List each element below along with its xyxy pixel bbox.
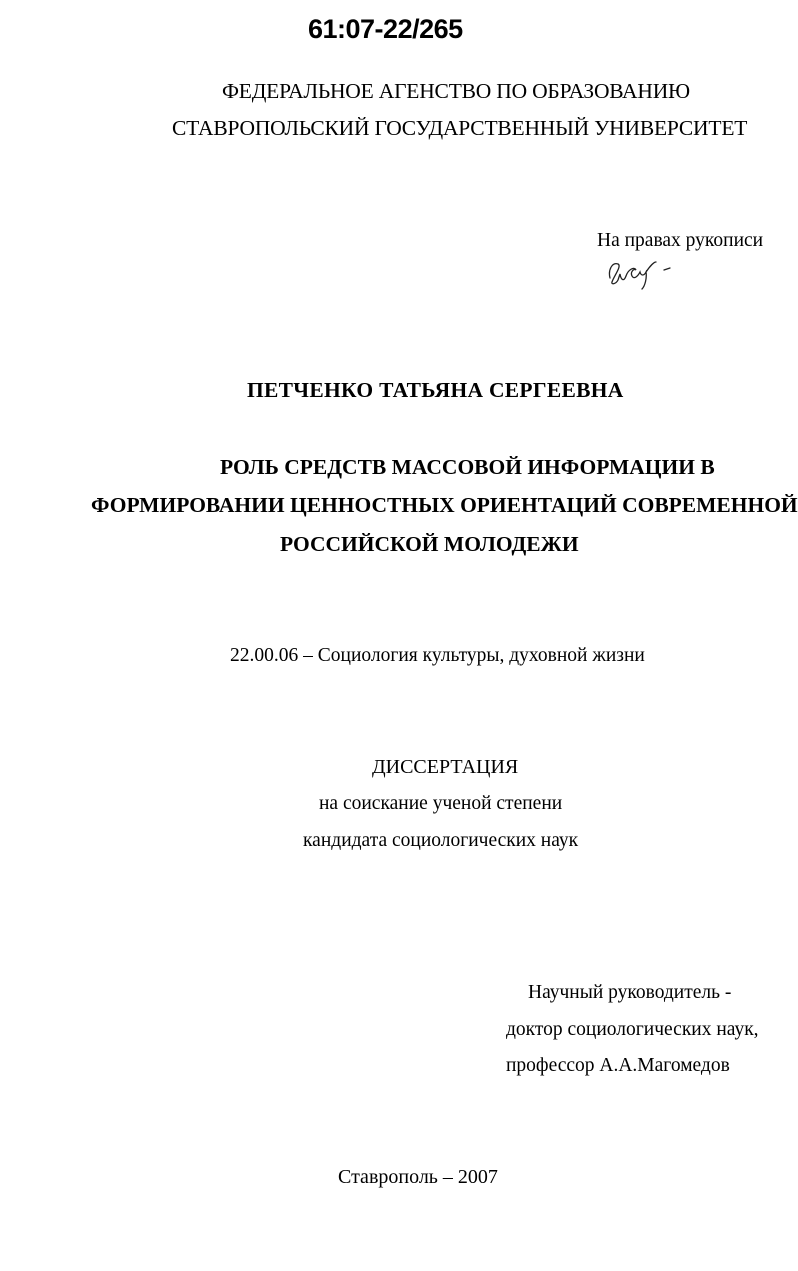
author-name: ПЕТЧЕНКО ТАТЬЯНА СЕРГЕЕВНА [247, 378, 624, 402]
supervisor-line-3: профессор А.А.Магомедов [506, 1055, 730, 1076]
handwritten-signature [604, 256, 674, 295]
manuscript-note: На правах рукописи [597, 230, 764, 251]
place-and-year: Ставрополь – 2007 [338, 1166, 498, 1188]
degree-line-2: кандидата социологических наук [303, 830, 579, 851]
specialty-code: 22.00.06 – Социология культуры, духовной жизни [230, 645, 645, 666]
dissertation-title-line-1: РОЛЬ СРЕДСТВ МАССОВОЙ ИНФОРМАЦИИ В [220, 455, 715, 479]
organization-line-1: ФЕДЕРАЛЬНОЕ АГЕНСТВО ПО ОБРАЗОВАНИЮ [222, 79, 690, 103]
supervisor-line-2: доктор социологических наук, [506, 1019, 759, 1040]
organization-line-2: СТАВРОПОЛЬСКИЙ ГОСУДАРСТВЕННЫЙ УНИВЕРСИТЕТ [172, 116, 748, 140]
dissertation-title-line-2: ФОРМИРОВАНИИ ЦЕННОСТНЫХ ОРИЕНТАЦИЙ СОВРЕМЕННОЙ [91, 493, 798, 517]
degree-line-1: на соискание ученой степени [319, 793, 563, 814]
signature-drawing [604, 256, 674, 290]
work-type: ДИССЕРТАЦИЯ [372, 756, 519, 778]
supervisor-line-1: Научный руководитель - [528, 982, 732, 1003]
archive-code: 61:07-22/265 [308, 14, 463, 44]
dissertation-title-line-3: РОССИЙСКОЙ МОЛОДЕЖИ [280, 532, 579, 556]
